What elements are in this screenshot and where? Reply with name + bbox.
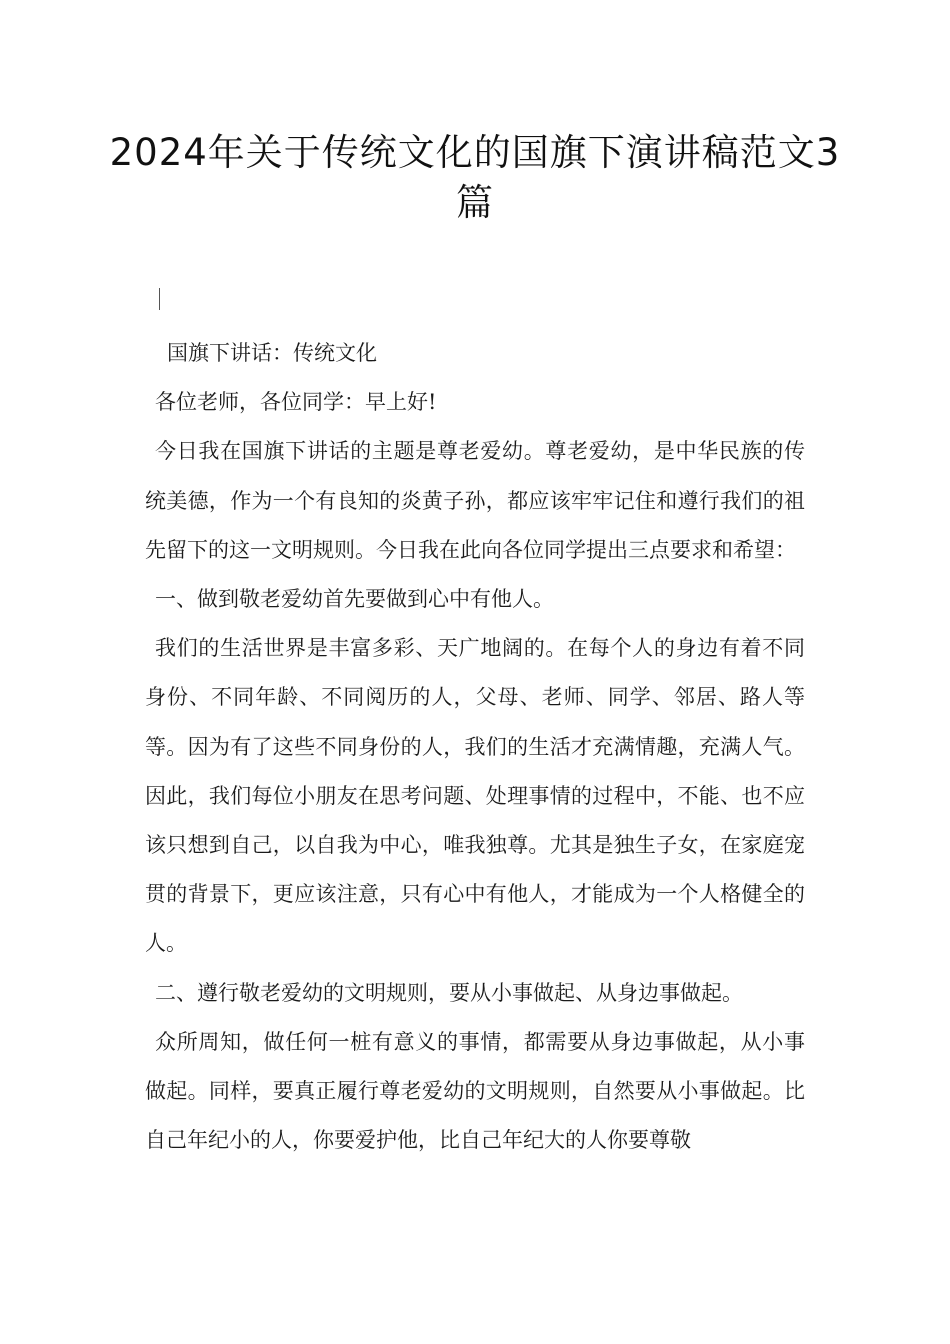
body-paragraph: 今日我在国旗下讲话的主题是尊老爱幼。尊老爱幼，是中华民族的传统美德，作为一个有良知的炎黄子孙，都应该牢牢记住和遵行我们的祖先留下的这一文明规则。今日我在此向各位同学提出三点要求和希望： <box>145 439 805 562</box>
document-body <box>145 329 805 1165</box>
speech-heading: 国旗下讲话：传统文化 <box>167 341 377 365</box>
body-paragraph: 众所周知，做任何一桩有意义的事情，都需要从身边事做起，从小事做起。同样，要真正履行尊老爱幼的文明规则，自然要从小事做起。比自己年纪小的人，你要爱护他，比自己年纪大的人你要尊敬 <box>145 1029 805 1153</box>
document-title: 2024年关于传统文化的国旗下演讲稿范文3篇 <box>109 131 841 224</box>
text-cursor-mark <box>159 288 160 310</box>
section-heading-1: 一、做到敬老爱幼首先要做到心中有他人。 <box>155 587 554 612</box>
greeting-paragraph: 各位老师，各位同学：早上好! <box>155 390 437 415</box>
body-paragraph: 我们的生活世界是丰富多彩、天广地阔的。在每个人的身边有着不同身份、不同年龄、不同阅历的人，父母、老师、同学、邻居、路人等等。因为有了这些不同身份的人，我们的生活才充满情趣，充满人气。因此，我们每位小朋友在思考问题、处理事情的过程中，不能、也不应该只想到自己，以自我为中心，唯我独尊。尤其是独生子女，在家庭宠贯的背景下，更应该注意，只有心中有他人，才能成为一个人格健全的人。 <box>145 636 805 956</box>
section-heading-2: 二、遵行敬老爱幼的文明规则，要从小事做起、从身边事做起。 <box>155 980 743 1005</box>
